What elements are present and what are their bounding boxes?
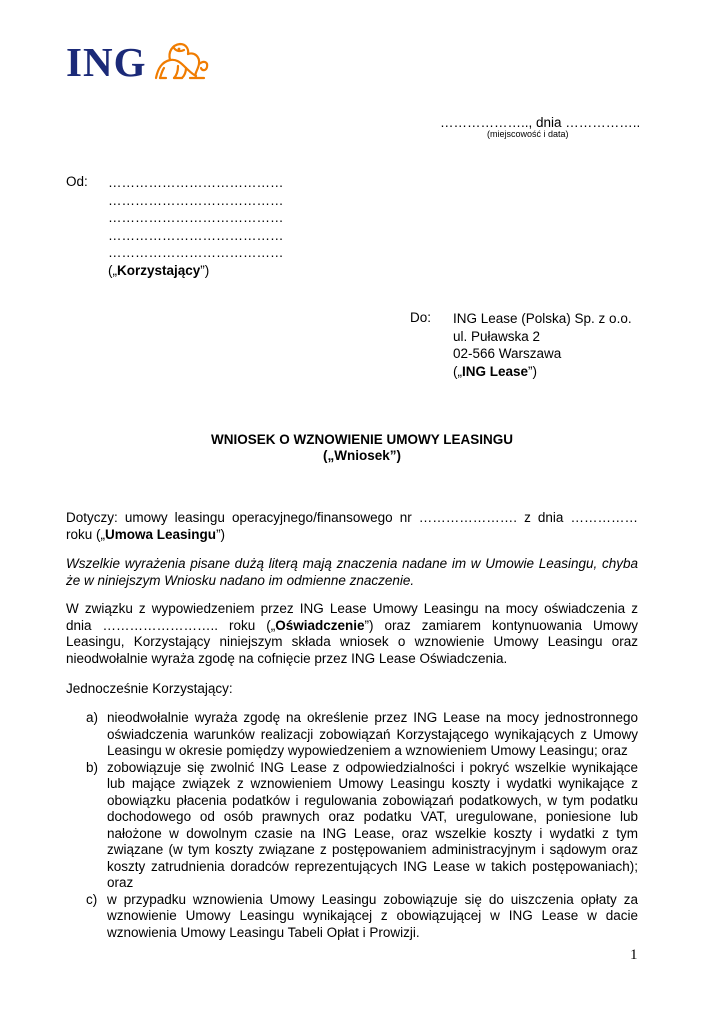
- definitions-note: Wszelkie wyrażenia pisane dużą literą mają znaczenia nadane im w Umowie Leasingu, chyba że w niniejszym Wniosku nadano im odmienne znaczenie.: [66, 556, 638, 588]
- from-defined-term: („Korzystający”): [108, 262, 210, 278]
- to-address: [453, 310, 632, 380]
- from-line: …………………………………: [108, 175, 284, 190]
- from-line: …………………………………: [108, 227, 284, 243]
- place-date-line: ……………….., dnia ……………..: [440, 115, 641, 130]
- from-label: Od:: [66, 174, 88, 189]
- from-line: …………………………………: [108, 192, 284, 208]
- logo-text: ING: [66, 39, 147, 85]
- from-line: …………………………………: [108, 210, 284, 226]
- to-label: Do:: [410, 310, 432, 325]
- list-item: b) zobowiązuje się zwolnić ING Lease z odpowiedzialności i pokryć wszelkie wynikające lub mające związek z wznowieniem Umowy Leasingu koszty i wydatki wynikające z obowiązku płacenia podatków i regulowania zobowiązań podatkowych, w tym podatku dochodowego od osób prawnych oraz podatku VAT, uregulowane, poniesione lub nałożone w dowolnym czasie na ING Lease, oraz wszelkie koszty i wydatki z tym związane (w tym koszty związane z postępowaniem administracyjnym i sądowym oraz koszty zatrudnienia doradców reprezentujących ING Lease w takich postępowaniach); oraz: [86, 759, 638, 890]
- lion-icon: [152, 40, 212, 82]
- from-block: [108, 174, 284, 280]
- intro-line: Jednocześnie Korzystający:: [66, 681, 233, 696]
- document-title: WNIOSEK O WZNOWIENIE UMOWY LEASINGU („Wniosek”): [211, 432, 513, 463]
- list-item: a) nieodwołalnie wyraża zgodę na określenie przez ING Lease na mocy jednostronnego oświadczenia warunków realizacji zobowiązań Korzystającego wynikających z Umowy Leasingu w okresie pomiędzy wypowiedzeniem a wznowieniem Umowy Leasingu; oraz: [86, 710, 638, 758]
- regarding-paragraph: Dotyczy: umowy leasingu operacyjnego/finansowego nr …………………. z dnia …………… roku („Umowa Leasingu”): [66, 510, 638, 542]
- list-item: c) w przypadku wznowienia Umowy Leasingu zobowiązuje się do uiszczenia opłaty za wznowienie Umowy Leasingu wynikającej z obowiązującej w ING Lease w dacie wznowienia Umowy Leasingu Tabeli Opłat i Prowizji.: [86, 891, 638, 940]
- to-company: ING Lease (Polska) Sp. z o.o.: [453, 311, 632, 326]
- main-paragraph: W związku z wypowiedzeniem przez ING Lease Umowy Leasingu na mocy oświadczenia z dnia …………………….. roku („Oświadczenie”) oraz zamiarem kontynuowania Umowy Leasingu, Korzystający niniejszym składa wniosek o wznowienie Umowy Leasingu oraz nieodwołalnie wyraża zgodę na cofnięcie przez ING Lease Oświadczenia.: [66, 601, 638, 666]
- ing-logo: [66, 40, 216, 85]
- to-city: 02-566 Warszawa: [453, 346, 562, 361]
- page-number: 1: [630, 947, 638, 963]
- to-defined-term: („ING Lease”): [453, 363, 538, 379]
- place-date-caption: (miejscowość i data): [487, 129, 569, 139]
- from-line: …………………………………: [108, 245, 284, 261]
- obligations-list: [86, 710, 638, 941]
- to-street: ul. Puławska 2: [453, 328, 541, 344]
